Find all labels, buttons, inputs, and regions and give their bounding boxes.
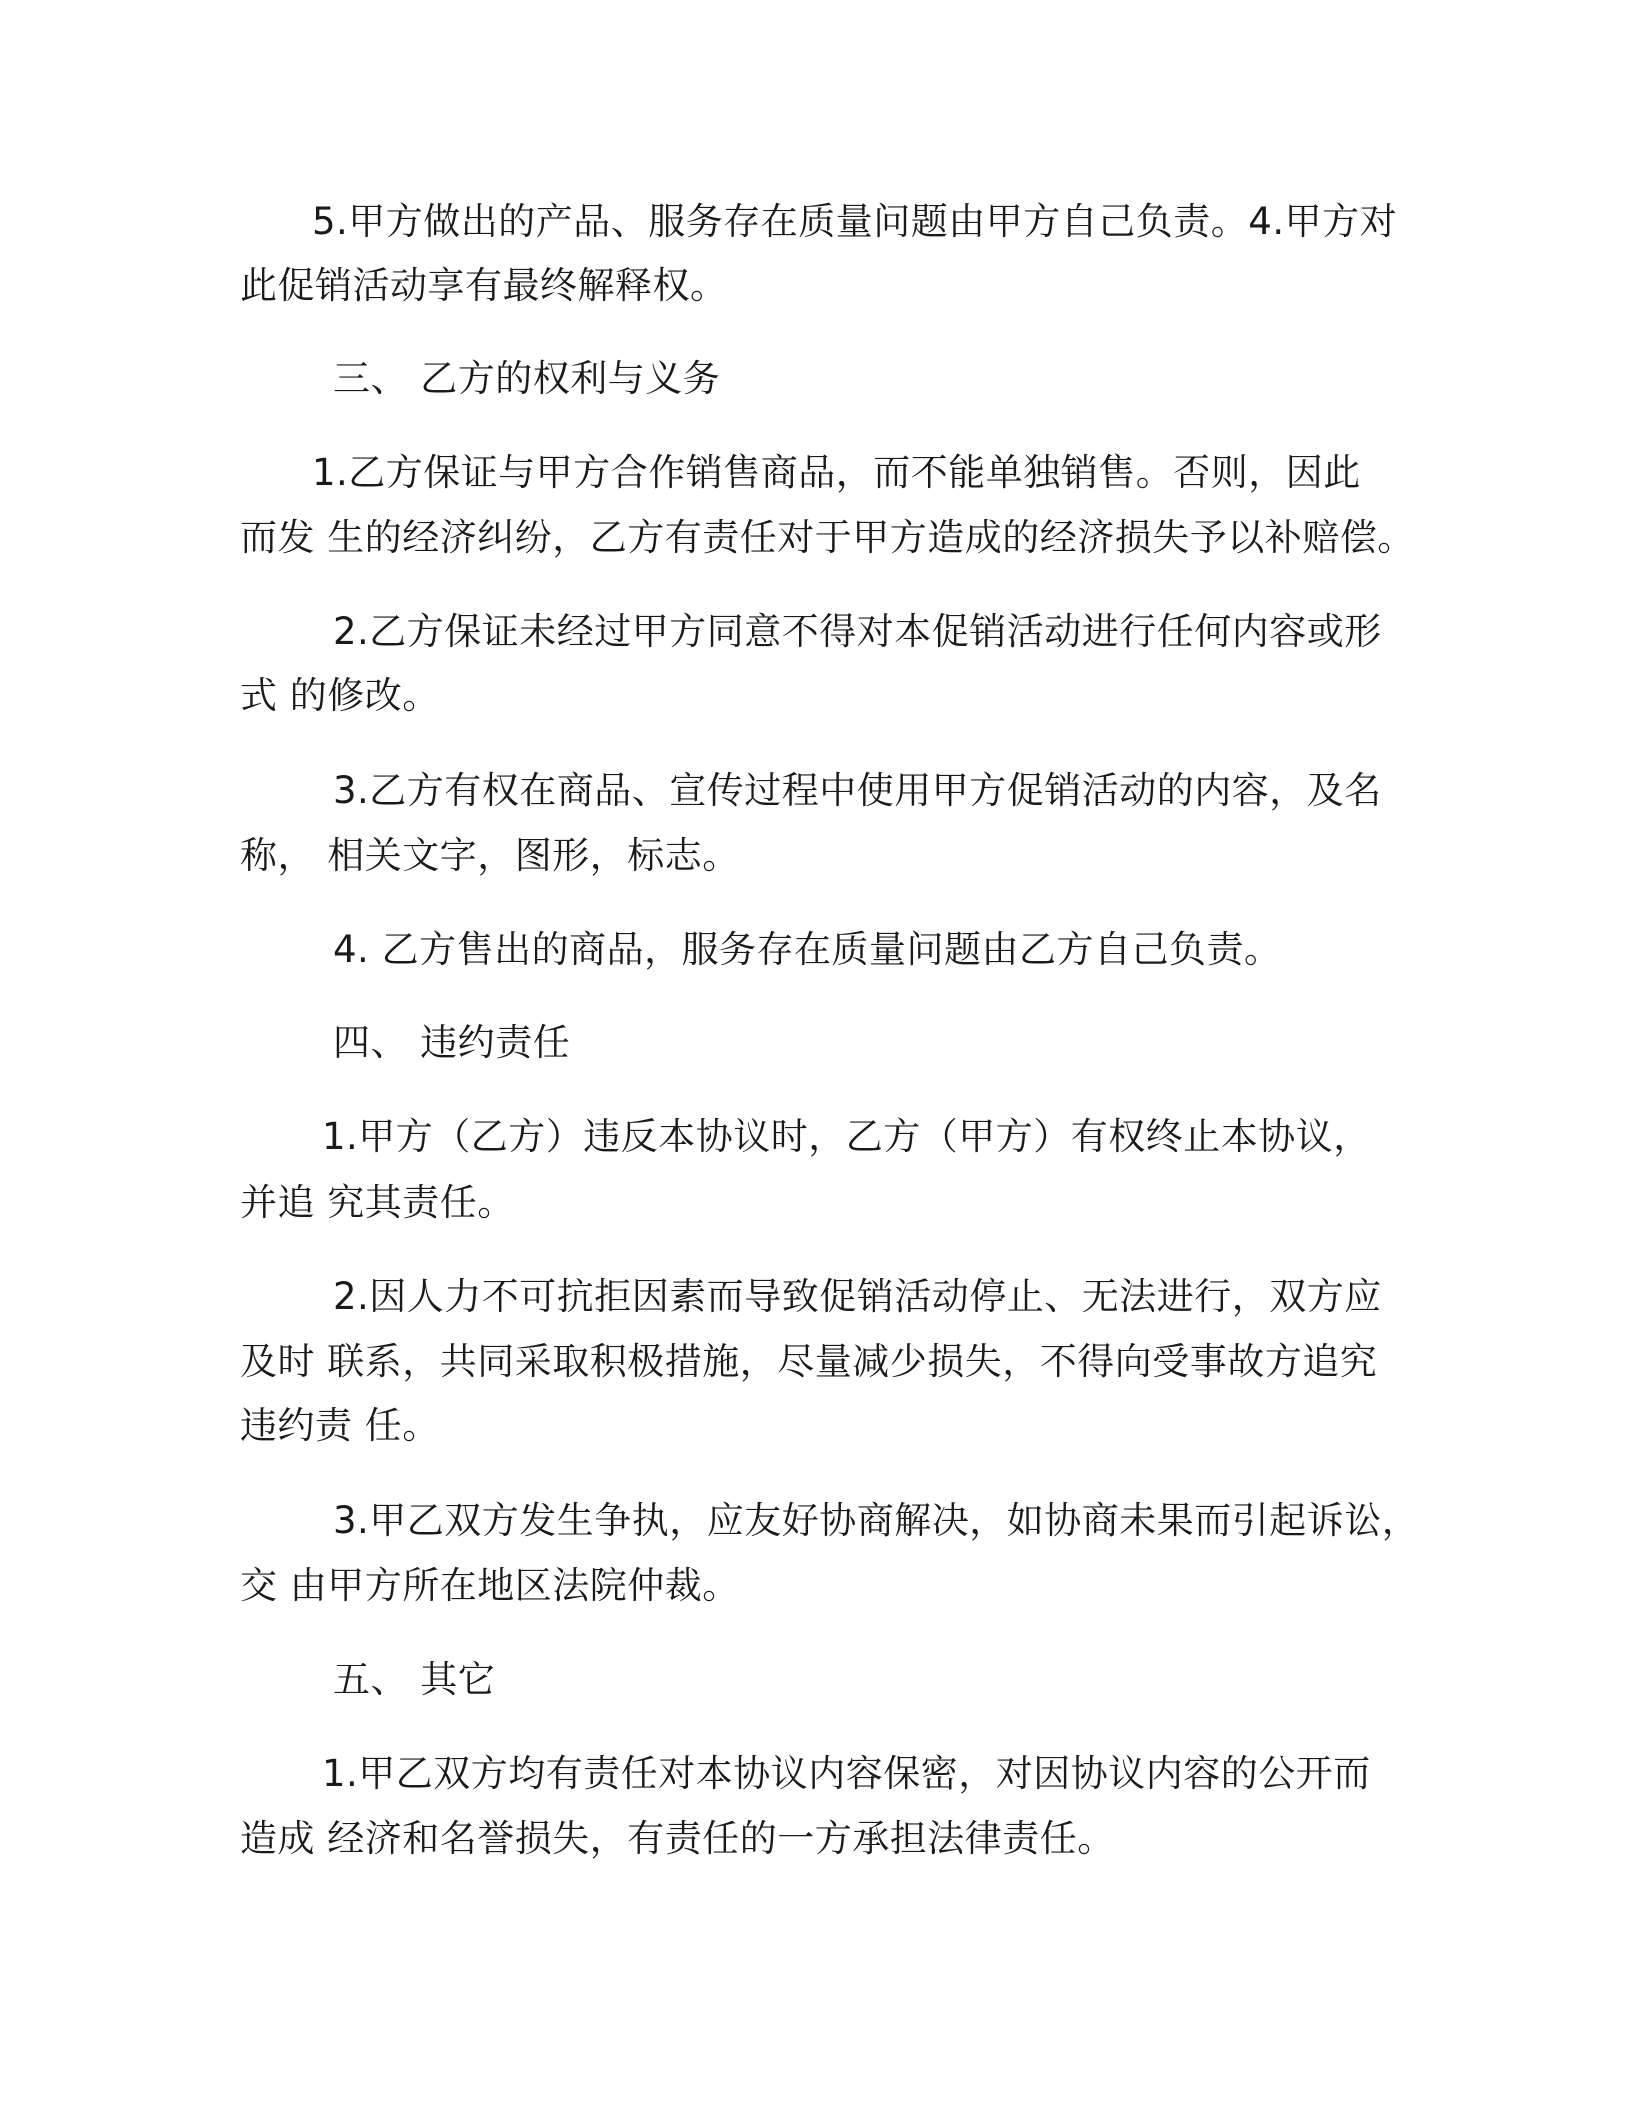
section-heading-4: 四、 违约责任 [333, 1021, 571, 1064]
section-heading-3: 三、 乙方的权利与义务 [333, 357, 721, 400]
section-heading-5: 五、 其它 [333, 1658, 496, 1701]
paragraph-line: 造成 经济和名誉损失，有责任的一方承担法律责任。 [240, 1817, 1115, 1860]
paragraph-line: 1.甲方（乙方）违反本协议时，乙方（甲方）有权终止本协议， [322, 1115, 1371, 1158]
paragraph-line: 2.乙方保证未经过甲方同意不得对本促销活动进行任何内容或形 [333, 610, 1382, 653]
paragraph-line: 此促销活动享有最终解释权。 [240, 264, 728, 307]
paragraph-line: 式 的修改。 [240, 674, 440, 717]
paragraph-line: 称， 相关文字，图形，标志。 [240, 834, 740, 877]
paragraph-line: 4. 乙方售出的商品，服务存在质量问题由乙方自己负责。 [333, 928, 1282, 971]
paragraph-line: 而发 生的经济纠纷，乙方有责任对于甲方造成的经济损失予以补赔偿。 [240, 516, 1415, 559]
paragraph-line: 3.乙方有权在商品、宣传过程中使用甲方促销活动的内容，及名 [333, 769, 1382, 812]
paragraph-line: 违约责 任。 [240, 1404, 440, 1447]
paragraph-line: 5.甲方做出的产品、服务存在质量问题由甲方自己负责。4.甲方对 [312, 200, 1398, 243]
paragraph-line: 交 由甲方所在地区法院仲裁。 [240, 1564, 740, 1607]
paragraph-line: 3.甲乙双方发生争执，应友好协商解决，如协商未果而引起诉讼， [333, 1499, 1420, 1542]
paragraph-line: 并追 究其责任。 [240, 1181, 515, 1224]
paragraph-line: 2.因人力不可抗拒因素而导致促销活动停止、无法进行，双方应 [333, 1275, 1382, 1318]
paragraph-line: 及时 联系，共同采取积极措施，尽量减少损失，不得向受事故方追究 [240, 1340, 1378, 1383]
paragraph-line: 1.甲乙双方均有责任对本协议内容保密，对因协议内容的公开而 [322, 1752, 1371, 1795]
paragraph-line: 1.乙方保证与甲方合作销售商品，而不能单独销售。否则，因此 [312, 451, 1361, 494]
